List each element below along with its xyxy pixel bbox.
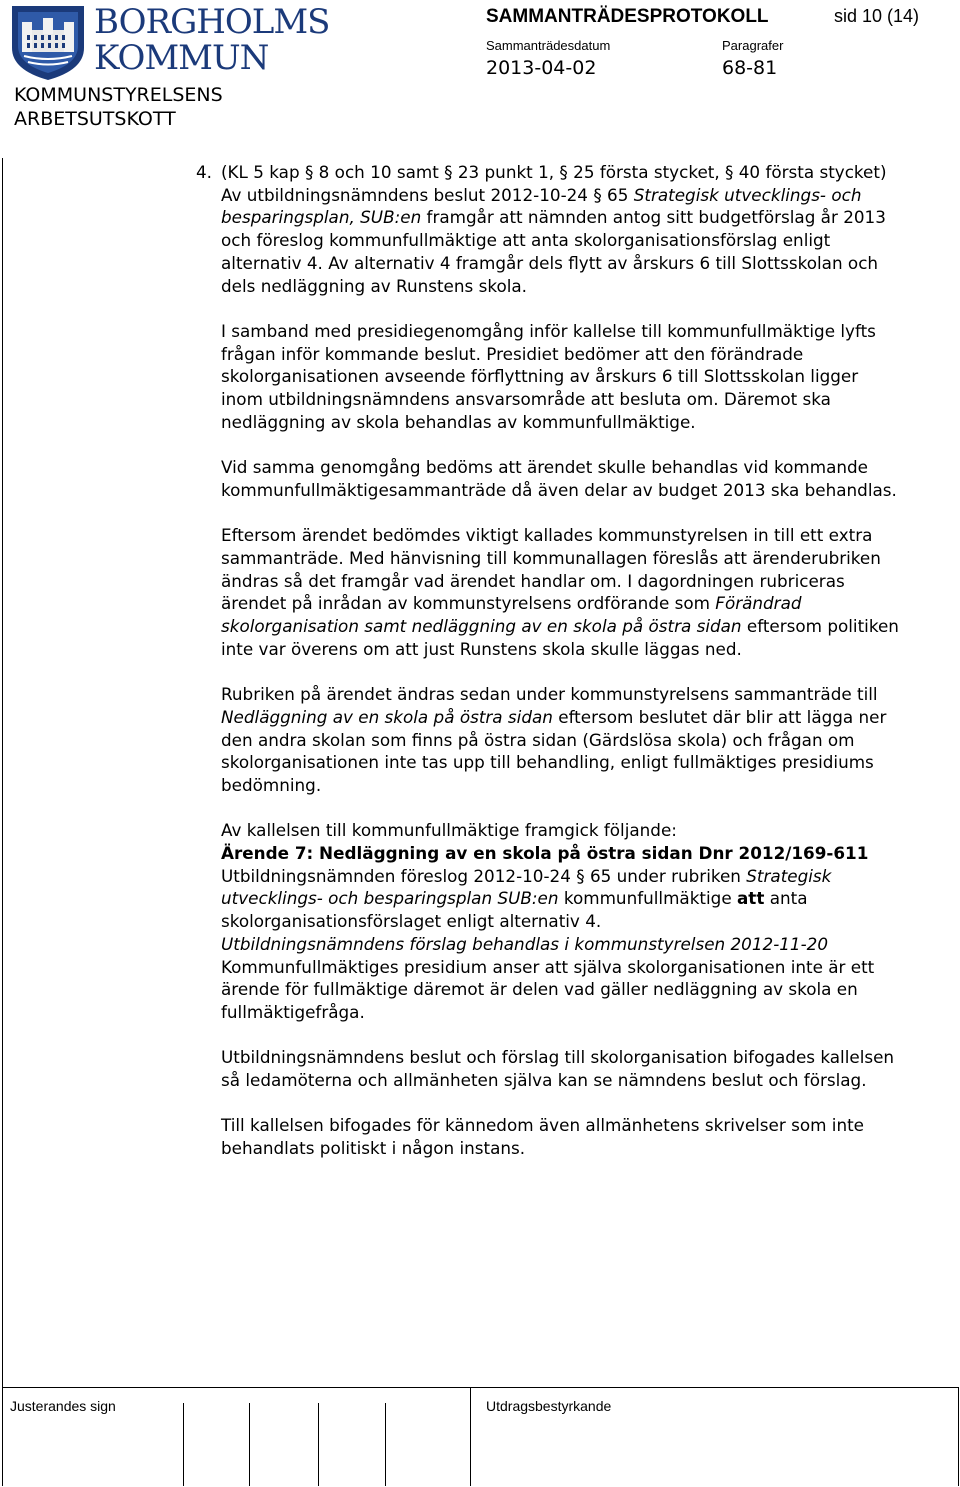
sign-divider-1	[183, 1403, 184, 1486]
municipality-logo	[10, 2, 330, 130]
paragraph-3: Vid samma genomgång bedöms att ärendet skulle behandlas vid kommande kommunfullmäktigesammanträde då även delar av budget 2013 ska behandlas.	[221, 457, 897, 500]
meeting-date-label: Sammanträdesdatum	[486, 38, 611, 53]
footer-rule	[2, 1387, 958, 1388]
page-number: sid 10 (14)	[834, 6, 920, 26]
item-number: 4.	[196, 162, 213, 182]
sign-divider-2	[249, 1403, 250, 1486]
left-margin-rule	[2, 158, 3, 1486]
paragraphs-label: Paragrafer	[722, 38, 784, 53]
sign-divider-4	[385, 1403, 386, 1486]
right-footer-rule	[958, 1387, 959, 1486]
document-title: SAMMANTRÄDESPROTOKOLL	[486, 6, 769, 27]
paragraph-7: Utbildningsnämndens beslut och förslag till skolorganisation bifogades kallelsen så ledamöterna och allmänheten själva kan se nämndens beslut och förslag.	[221, 1047, 895, 1091]
paragraph-6: Av kallelsen till kommunfullmäktige framgick följande: Ärende 7: Nedläggning av en skola på östra sidan Dnr 2012/169-611 Utbildningsnämnden föreslog 2012-10-24 § 65 under rubriken Strategisk utvecklings- och besparingsplan SUB:en kommunfullmäktige att anta skolorganisationsförslaget enligt alternativ 4. Utbildningsnämndens förslag behandlas i kommunstyrelsen 2012-11-20 Kommunfullmäktiges presidium anser att själva skolorganisationen inte är ett ärende för fullmäktige däremot är delen vad gäller nedläggning av skola en fullmäktigefråga.	[221, 820, 875, 1022]
paragraph-4: Eftersom ärendet bedömdes viktigt kallades kommunstyrelsen in till ett extra sammanträde. Med hänvisning till kommunallagen föreslås att ärenderubriken ändras så det framgår vad ärendet handlar om. I dagordningen rubriceras ärendet på inrådan av kommunstyrelsens ordförande som Förändrad skolorganisation samt nedläggning av en skola på östra sidan eftersom politiken inte var överens om att just Runstens skola skulle läggas ned.	[221, 525, 899, 659]
footer-center-divider	[470, 1387, 471, 1486]
committee-line1: KOMMUNSTYRELSENS	[14, 84, 223, 106]
org-name-line1: BORGHOLMS	[94, 2, 330, 42]
paragraph-1: (KL 5 kap § 8 och 10 samt § 23 punkt 1, § 25 första stycket, § 40 första stycket) Av utbildningsnämndens beslut 2012-10-24 § 65 Strategisk utvecklings- och besparingsplan, SUB:en framgår att nämnden antog sitt budgetförslag år 2013 och föreslog kommunfullmäktige att anta skolorganisationsförslag enligt alternativ 4. Av alternativ 4 framgår dels flytt av årskurs 6 till Slottsskolan och dels nedläggning av Runstens skola.	[221, 162, 887, 296]
paragraphs-range: 68-81	[722, 57, 778, 79]
signature-label: Justerandes sign	[10, 1398, 116, 1414]
extract-certification-label: Utdragsbestyrkande	[486, 1398, 612, 1414]
sign-divider-3	[318, 1403, 319, 1486]
committee-line2: ARBETSUTSKOTT	[14, 108, 176, 130]
castle-crest-icon	[10, 4, 86, 82]
minutes-body	[221, 161, 901, 1183]
agenda-item-heading: Ärende 7: Nedläggning av en skola på östra sidan Dnr 2012/169-611	[221, 843, 869, 864]
paragraph-5: Rubriken på ärendet ändras sedan under kommunstyrelsens sammanträde till Nedläggning av en skola på östra sidan eftersom beslutet där blir att lägga ner den andra skolan som finns på östra sidan (Gärdslösa skola) och frågan om skolorganisationen inte tas upp till behandling, enligt fullmäktiges presidiums bedömning.	[221, 684, 887, 795]
meeting-date: 2013-04-02	[486, 57, 597, 79]
paragraph-2: I samband med presidiegenomgång inför kallelse till kommunfullmäktige lyfts frågan inför kommande beslut. Presidiet bedömer att den förändrade skolorganisationen avseende förflyttning av årskurs 6 till Slottsskolan ligger inom utbildningsnämndens ansvarsområde att besluta om. Däremot ska nedläggning av skola behandlas av kommunfullmäktige.	[221, 320, 876, 432]
org-name-line2: KOMMUN	[94, 38, 269, 78]
paragraph-8: Till kallelsen bifogades för kännedom även allmänhetens skrivelser som inte behandlats politiskt i någon instans.	[221, 1115, 864, 1159]
